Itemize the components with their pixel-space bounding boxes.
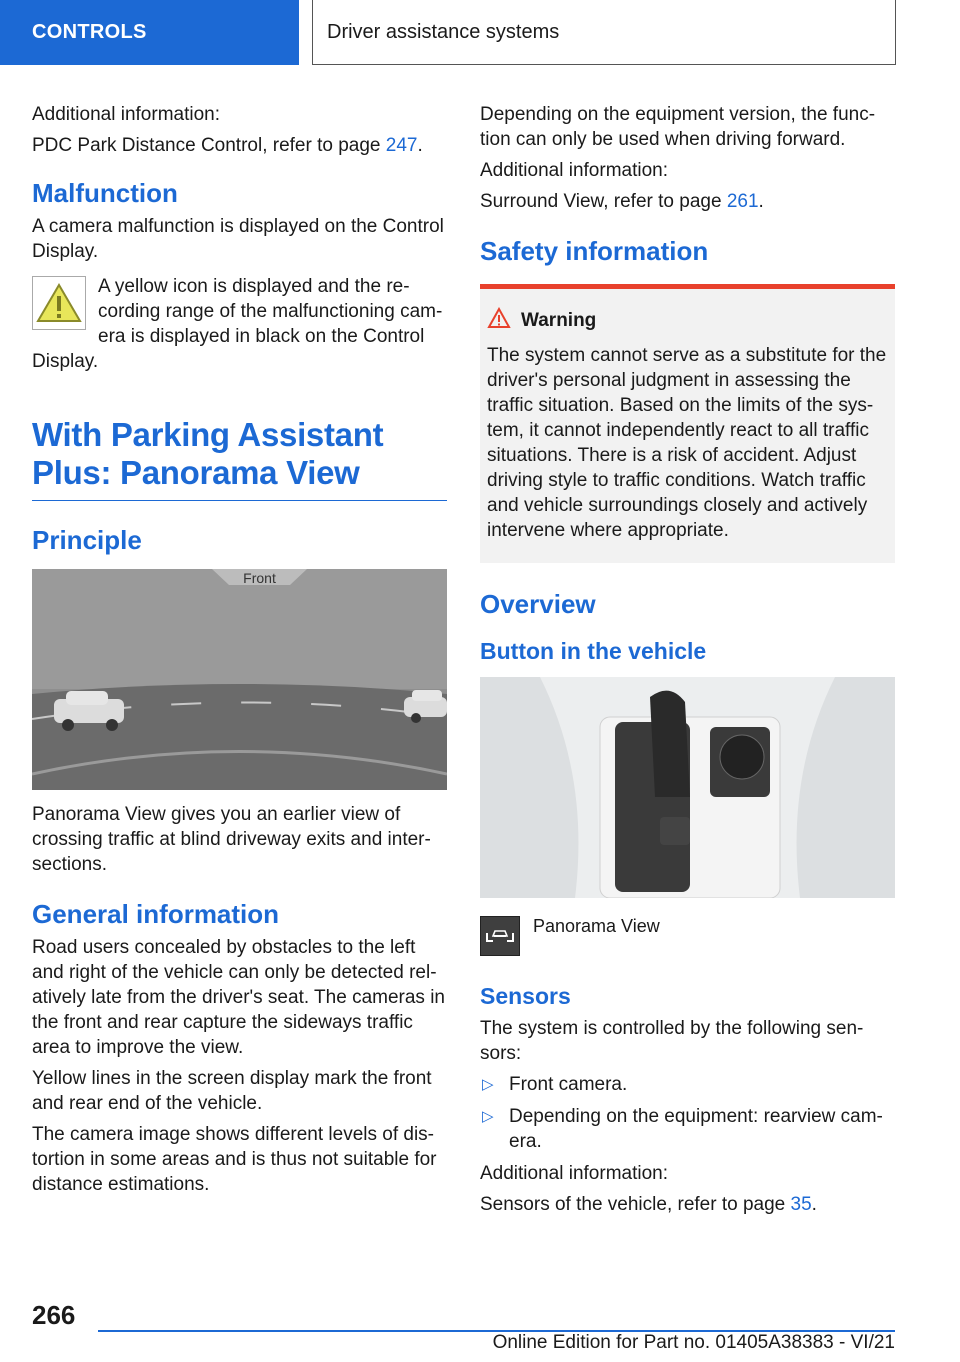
general-p1: Road users concealed by obstacles to the left and right of the vehicle can only be detected rel-atively late from the driver's seat. The cameras in the front and rear capture the sideways traffic area to improve the view.: [32, 937, 445, 1058]
left-column: [32, 102, 447, 1197]
additional-info-label-2: Additional information:: [480, 160, 668, 181]
malfunction-text: A camera malfunction is displayed on the Control Display.: [32, 216, 444, 262]
sensors-list: [480, 1072, 895, 1154]
yellow-icon-text: A yellow icon is displayed and the re-cording range of the malfunctioning cam-era is displayed in black on the Control Display.: [32, 276, 443, 372]
page-number: 266: [32, 1300, 76, 1330]
overview-heading: Overview: [480, 589, 596, 619]
general-p3: The camera image shows different levels of dis-tortion in some areas and is thus not suitable for distance estimations.: [32, 1124, 437, 1195]
page-link-261[interactable]: 261: [726, 191, 759, 212]
sensors-heading: Sensors: [480, 983, 571, 1009]
panorama-view-button-row: [480, 916, 895, 956]
right-column: [480, 102, 895, 1217]
principle-text: Panorama View gives you an earlier view of crossing traffic at blind driveway exits and inter-sections.: [32, 804, 431, 875]
equipment-text: Depending on the equipment version, the func-tion can only be used when driving forward.: [480, 104, 876, 150]
yellow-icon-note: [32, 274, 447, 374]
principle-heading: Principle: [32, 525, 142, 555]
malfunction-heading: Malfunction: [32, 178, 178, 208]
warning-title-row: [487, 307, 888, 335]
page-link-35[interactable]: 35: [790, 1194, 812, 1215]
sensors-reference: Sensors of the vehicle, refer to page 35.: [480, 1194, 817, 1215]
yellow-warning-icon: [32, 276, 86, 330]
panorama-view-image: [32, 569, 447, 790]
warning-title: Warning: [521, 310, 597, 331]
triangle-bullet-icon: ▷: [482, 1108, 494, 1125]
triangle-bullet-icon: ▷: [482, 1076, 494, 1093]
warning-box: [480, 284, 895, 563]
general-info-heading: General information: [32, 899, 280, 929]
sensor-item: ▷ Front camera.: [482, 1074, 628, 1095]
sensor-item: ▷ Depending on the equipment: rearview cam-era.: [482, 1106, 883, 1152]
button-in-vehicle-heading: Button in the vehicle: [480, 638, 707, 664]
pdc-reference: PDC Park Distance Control, refer to page 247.: [32, 135, 423, 156]
section-tab: CONTROLS: [0, 0, 299, 65]
chapter-title: Driver assistance systems: [312, 0, 896, 65]
warning-text: The system cannot serve as a substitute for the driver's personal judgment in assessing the traffic situation. Based on the limits of the sys-tem, it cannot independently react to all traffic situations. There is a risk of accident. Adjust driving style to traffic conditions. Watch traffic and vehicle surroundings closely and actively intervene where appropriate.: [487, 345, 887, 541]
panorama-view-button-icon[interactable]: [480, 916, 520, 956]
edition-footer: Online Edition for Part no. 01405A38383 - VI/21: [492, 1332, 895, 1353]
page-link-247[interactable]: 247: [385, 135, 418, 156]
surround-reference: Surround View, refer to page 261.: [480, 191, 764, 212]
front-label: Front: [243, 570, 276, 586]
general-p2: Yellow lines in the screen display mark the front and rear end of the vehicle.: [32, 1068, 432, 1114]
additional-info-label: Additional information:: [32, 104, 220, 125]
sensors-text: The system is controlled by the following sen-sors:: [480, 1018, 864, 1064]
panorama-view-label: Panorama View: [533, 916, 660, 936]
additional-info-label-3: Additional information:: [480, 1163, 668, 1184]
main-heading: With Parking Assistant Plus: Panorama View: [32, 416, 447, 501]
safety-heading: Safety information: [480, 236, 709, 266]
center-console-image: [480, 677, 895, 898]
warning-triangle-icon: [487, 307, 511, 335]
